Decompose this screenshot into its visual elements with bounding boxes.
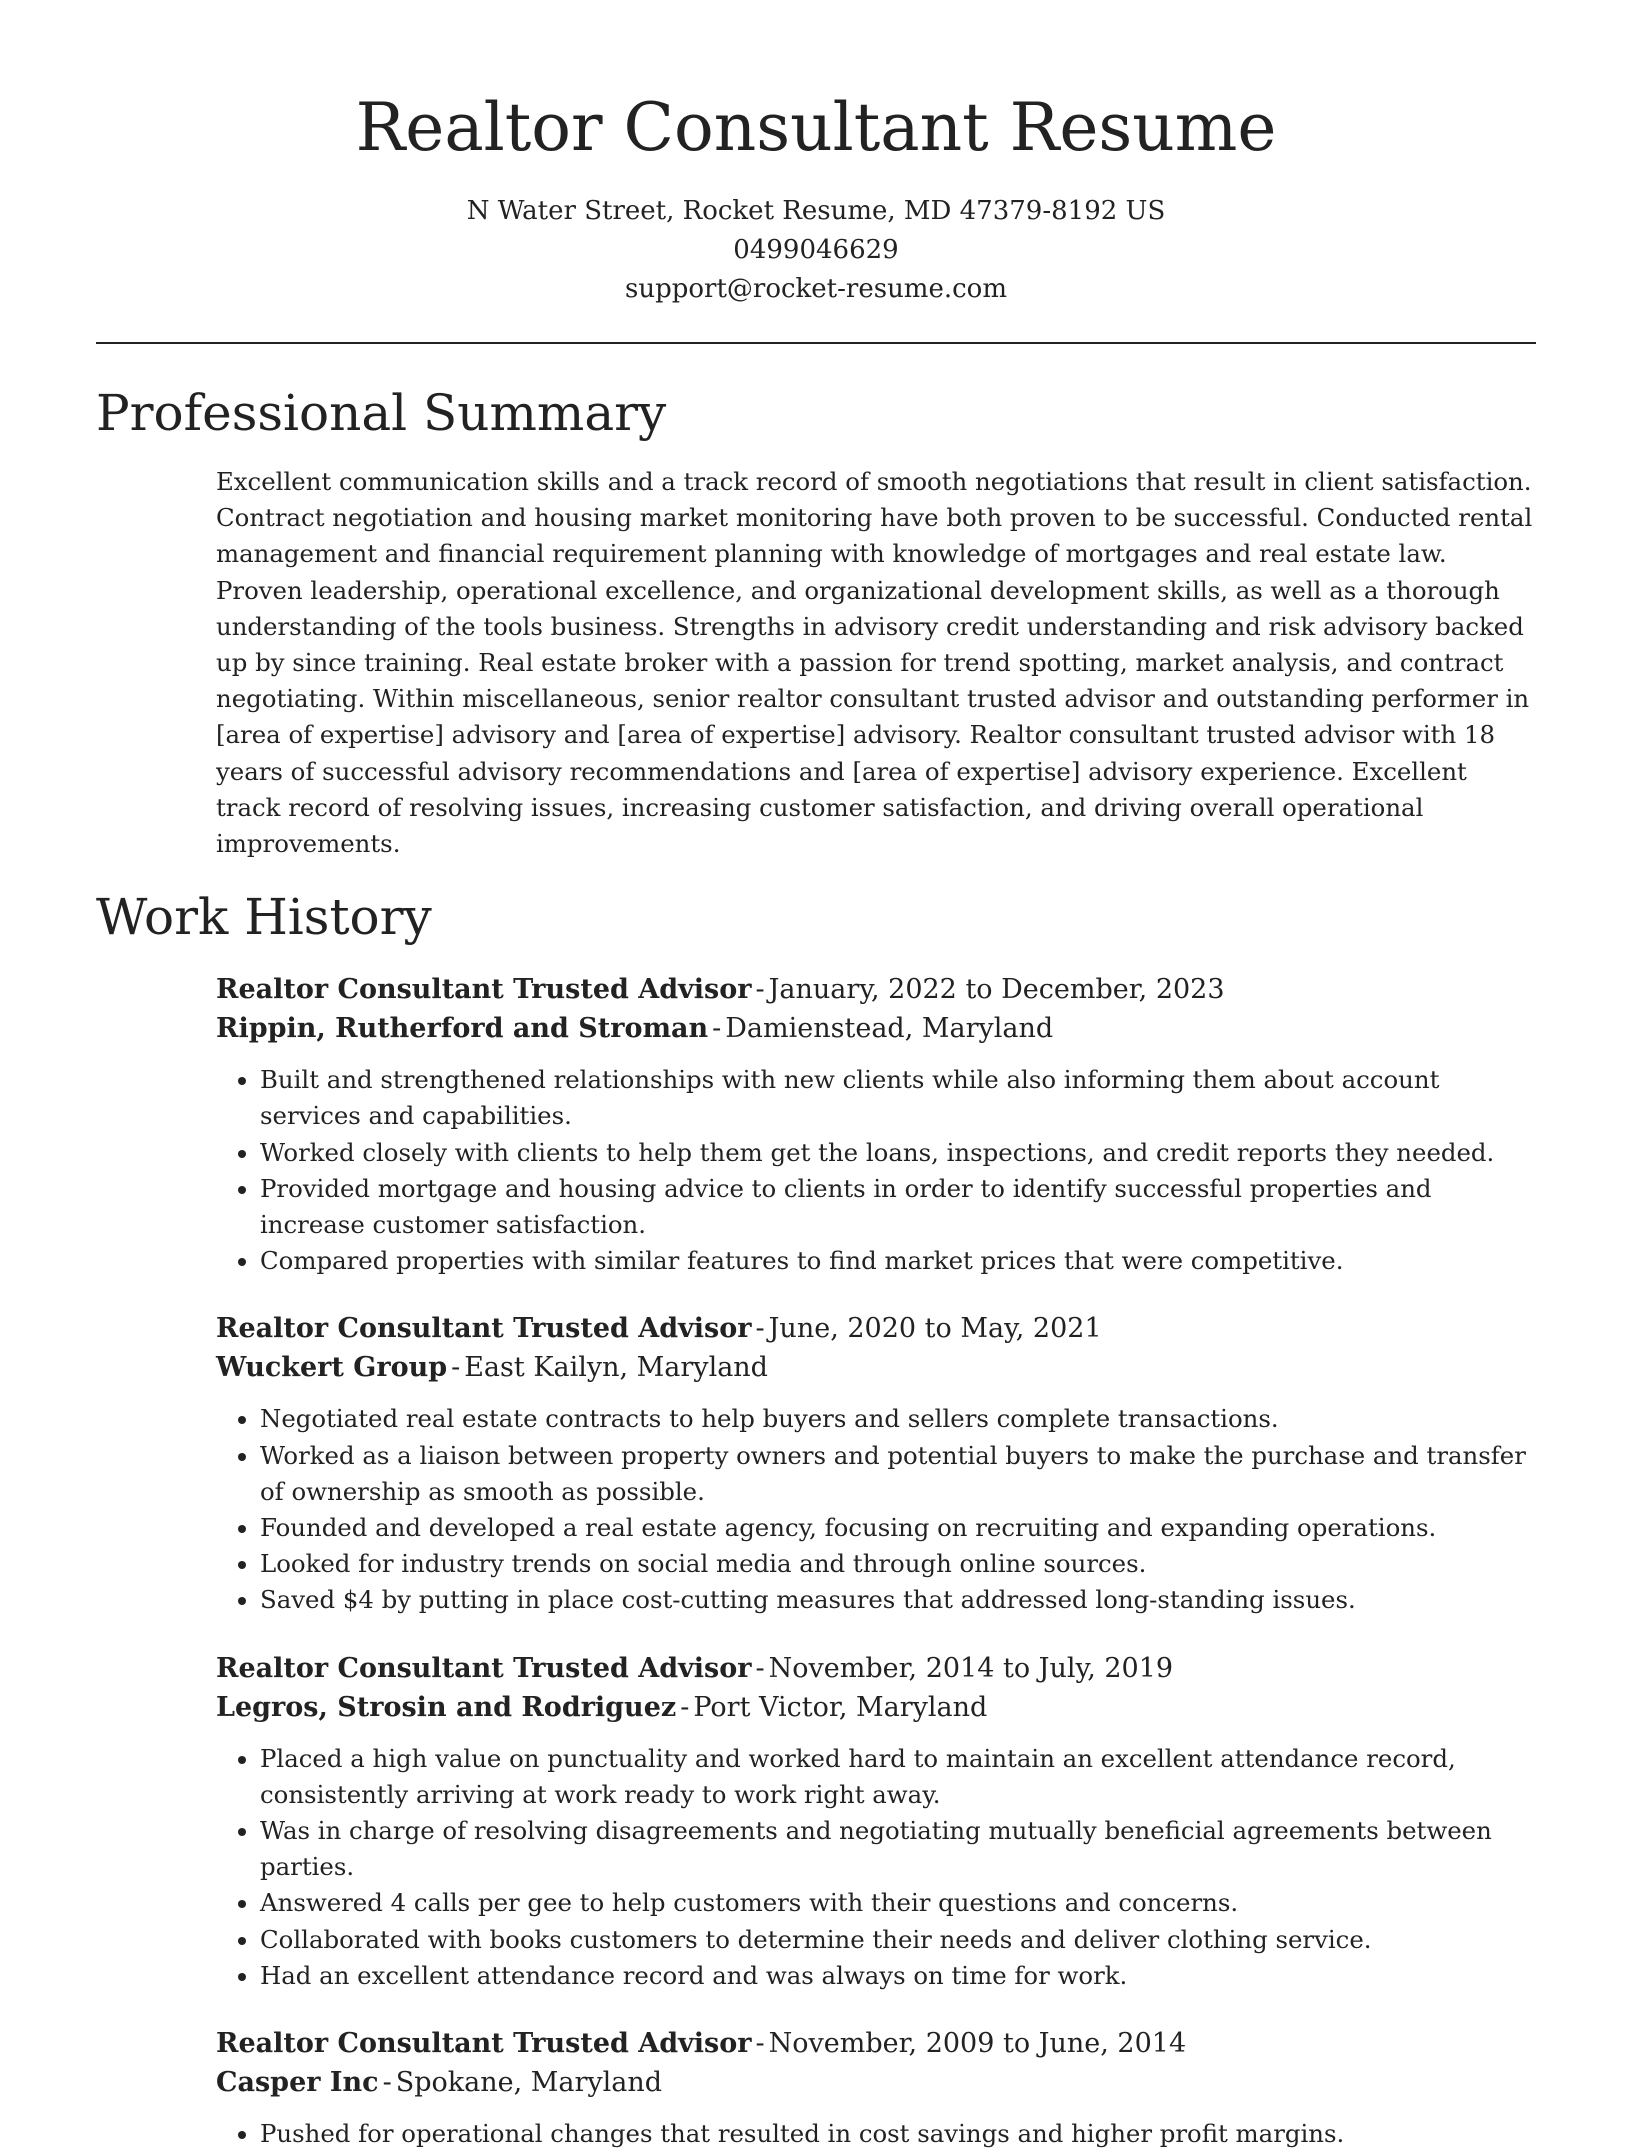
job-bullet: • Worked as a liaison between property owners and potential buyers to make the purchase and transfer of ownership as smooth as possible.	[260, 1438, 1536, 1510]
resume-header	[0, 84, 1632, 309]
job-bullet: • Worked closely with clients to help them get the loans, inspections, and credit reports they needed.	[260, 1135, 1536, 1171]
job-dates: November, 2009 to June, 2014	[768, 2028, 1187, 2060]
resume-title: Realtor Consultant Resume	[355, 89, 1277, 166]
job-company: Legros, Strosin and Rodriguez	[216, 1691, 677, 1723]
job-company-line	[216, 1688, 1536, 1727]
job-title: Realtor Consultant Trusted Advisor	[216, 974, 752, 1006]
job-title: Realtor Consultant Trusted Advisor	[216, 1652, 752, 1684]
job-location: Damienstead, Maryland	[725, 1013, 1054, 1045]
job-dates: November, 2014 to July, 2019	[768, 1652, 1174, 1684]
job-title: Realtor Consultant Trusted Advisor	[216, 1313, 752, 1345]
separator: -	[712, 1013, 722, 1045]
job-bullet: • Answered 4 calls per gee to help customers with their questions and concerns.	[260, 1885, 1536, 1921]
separator: -	[755, 974, 765, 1006]
resume-content	[96, 378, 1536, 2152]
job-bullet: • Pushed for operational changes that resulted in cost savings and higher profit margins.	[260, 2116, 1536, 2152]
work-history-heading: Work History	[96, 888, 432, 947]
job-title-line	[216, 1309, 1536, 1348]
separator: -	[755, 1313, 765, 1345]
job-title-line	[216, 1649, 1536, 1688]
job-bullet: • Saved $4 by putting in place cost-cutting measures that addressed long-standing issues.	[260, 1582, 1536, 1618]
job-dates: June, 2020 to May, 2021	[768, 1313, 1102, 1345]
job-location: East Kailyn, Maryland	[464, 1352, 768, 1384]
job-bullet: • Founded and developed a real estate agency, focusing on recruiting and expanding operations.	[260, 1510, 1536, 1546]
job-company-line	[216, 2063, 1536, 2102]
job-bullet: • Had an excellent attendance record and was always on time for work.	[260, 1958, 1536, 1994]
job-bullet: • Collaborated with books customers to determine their needs and deliver clothing service.	[260, 1922, 1536, 1958]
job-bullet: • Provided mortgage and housing advice to clients in order to identify successful properties and increase customer satisfaction.	[260, 1171, 1536, 1243]
contact-phone: 0499046629	[733, 235, 899, 265]
job-bullet: • Negotiated real estate contracts to help buyers and sellers complete transactions.	[260, 1401, 1536, 1437]
job-title: Realtor Consultant Trusted Advisor	[216, 2028, 752, 2060]
job-company-line	[216, 1009, 1536, 1048]
job-company-line	[216, 1348, 1536, 1387]
job-bullets	[216, 2116, 1536, 2152]
job-entry	[216, 970, 1536, 1279]
summary-text: Excellent communication skills and a track record of smooth negotiations that result in client satisfaction. Contract negotiation and housing market monitoring have both proven to be successful. Conducted rental management and financial requirement planning with knowledge of mortgages and real estate law. Proven leadership, operational excellence, and organizational development skills, as well as a thorough understanding of the tools business. Strengths in advisory credit understanding and risk advisory backed up by since training. Real estate broker with a passion for trend spotting, market analysis, and contract negotiating. Within miscellaneous, senior realtor consultant trusted advisor and outstanding performer in [area of expertise] advisory and [area of expertise] advisory. Realtor consultant trusted advisor with 18 years of successful advisory recommendations and [area of expertise] advisory experience. Excellent track record of resolving issues, increasing customer satisfaction, and driving overall operational improvements.	[216, 467, 1533, 859]
job-title-line	[216, 970, 1536, 1009]
separator: -	[755, 2028, 765, 2060]
header-divider	[96, 342, 1536, 344]
job-bullet: • Compared properties with similar features to find market prices that were competitive.	[260, 1243, 1536, 1279]
job-entry	[216, 1649, 1536, 1994]
job-company: Wuckert Group	[216, 1352, 448, 1384]
job-location: Spokane, Maryland	[395, 2067, 663, 2099]
job-title-line	[216, 2024, 1536, 2063]
job-dates: January, 2022 to December, 2023	[768, 974, 1225, 1006]
job-bullet: • Placed a high value on punctuality and worked hard to maintain an excellent attendance record, consistently arriving at work ready to work right away.	[260, 1741, 1536, 1813]
job-bullet: • Was in charge of resolving disagreements and negotiating mutually beneficial agreements between parties.	[260, 1813, 1536, 1885]
job-entry	[216, 2024, 1536, 2152]
separator: -	[451, 1352, 461, 1384]
contact-email: support@rocket-resume.com	[624, 274, 1007, 304]
summary-heading: Professional Summary	[96, 384, 667, 442]
job-bullet: • Looked for industry trends on social media and through online sources.	[260, 1546, 1536, 1582]
job-bullets	[216, 1401, 1536, 1618]
job-bullets	[216, 1741, 1536, 1994]
job-location: Port Victor, Maryland	[693, 1691, 988, 1723]
job-bullet: • Built and strengthened relationships with new clients while also informing them about account services and capabilities.	[260, 1062, 1536, 1134]
separator: -	[382, 2067, 392, 2099]
job-bullets	[216, 1062, 1536, 1279]
separator: -	[680, 1691, 690, 1723]
contact-address: N Water Street, Rocket Resume, MD 47379-8192 US	[466, 196, 1166, 226]
job-company: Rippin, Rutherford and Stroman	[216, 1013, 709, 1045]
job-company: Casper Inc	[216, 2067, 379, 2099]
job-entry	[216, 1309, 1536, 1618]
separator: -	[755, 1652, 765, 1684]
